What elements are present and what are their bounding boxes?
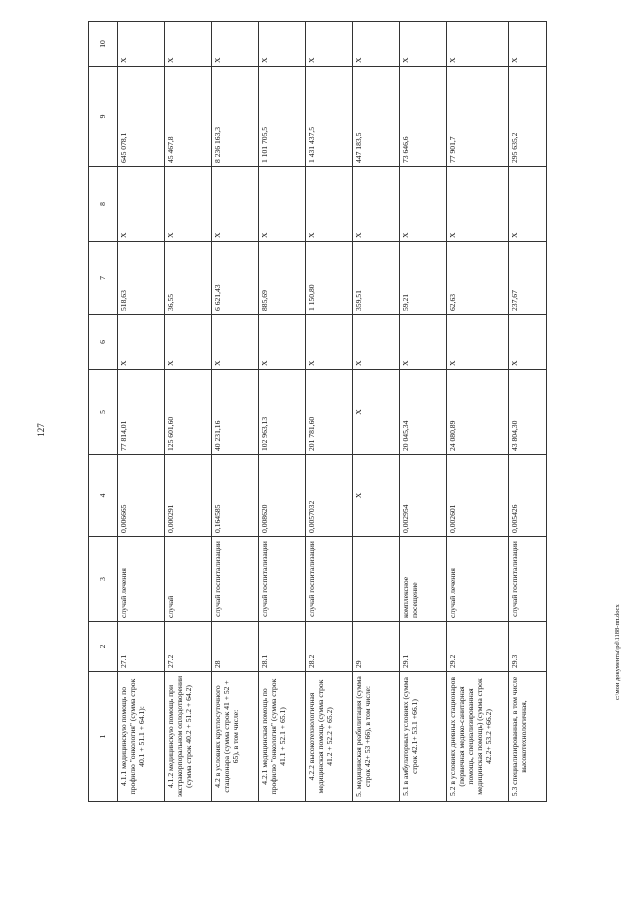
table-rotated-container [88,22,595,802]
row-value-cell: 0,005426 [509,455,547,537]
row-unit-cell: случай госпитализации [212,537,259,622]
column-header: 4 [89,455,118,537]
row-value-cell: 6 621,43 [212,242,259,315]
column-header: 7 [89,242,118,315]
table-row [118,22,165,802]
row-unit-cell: случай госпитализации [259,537,306,622]
row-value-cell: X [212,315,259,370]
footer-file-path: c:\мои документы\pd\1188-пп.docx [614,604,621,700]
row-value-cell: 0,008620 [259,455,306,537]
row-value-cell: 77 814,01 [118,370,165,455]
row-value-cell: X [259,315,306,370]
row-value-cell: X [353,455,400,537]
row-value-cell: 40 231,16 [212,370,259,455]
row-value-cell: X [447,167,509,242]
row-value-cell: 20 045,34 [400,370,447,455]
row-code-cell: 27.1 [118,622,165,672]
row-name-cell: 4.1.2 медицинскую помощь при экстракорпоральном оплодотворении (сумма строк 40.2 + 51.2 + 64.2) [165,672,212,802]
row-value-cell: 518,63 [118,242,165,315]
row-value-cell: 0,002601 [447,455,509,537]
table-row [509,22,547,802]
column-header: 3 [89,537,118,622]
row-value-cell: X [165,167,212,242]
row-value-cell: X [118,315,165,370]
table-row [212,22,259,802]
row-value-cell: 125 601,60 [165,370,212,455]
row-value-cell: 77 901,7 [447,67,509,167]
row-unit-cell: случай лечения [447,537,509,622]
row-value-cell: 73 646,6 [400,67,447,167]
row-unit-cell: случай госпитализации [509,537,547,622]
row-value-cell: X [353,167,400,242]
row-value-cell: 645 078,1 [118,67,165,167]
row-value-cell: X [509,22,547,67]
column-header: 1 [89,672,118,802]
column-header: 5 [89,370,118,455]
row-value-cell: 359,51 [353,242,400,315]
row-value-cell: 0,164585 [212,455,259,537]
row-value-cell: X [118,22,165,67]
row-value-cell: 0,0057032 [306,455,353,537]
row-unit-cell: комплексное посещение [400,537,447,622]
row-value-cell: 0,002954 [400,455,447,537]
table-row [447,22,509,802]
row-value-cell: X [509,167,547,242]
row-value-cell: 237,67 [509,242,547,315]
row-value-cell: X [118,167,165,242]
row-code-cell: 29.1 [400,622,447,672]
row-code-cell: 28 [212,622,259,672]
row-value-cell: 36,55 [165,242,212,315]
table-wrapper [88,22,595,802]
row-value-cell: 8 236 163,3 [212,67,259,167]
row-code-cell: 29.3 [509,622,547,672]
row-name-cell: 4.1.1 медицинскую помощь по профилю "онкология" (сумма строк 40.1 + 51.1 + 64.1): [118,672,165,802]
data-table [88,21,547,802]
row-value-cell: 885,69 [259,242,306,315]
row-name-cell: 5.2 в условиях дневных стационаров (первичная медико-санитарная помощь, специализированная медицинская помощь) (сумма строк 42.2+ 53.2 +66.2) [447,672,509,802]
table-row [259,22,306,802]
row-name-cell: 5.3 специализированная, в том числе высокотехнологичная, [509,672,547,802]
row-value-cell: X [447,22,509,67]
row-value-cell: 1 150,80 [306,242,353,315]
table-row [306,22,353,802]
row-value-cell: 45 467,8 [165,67,212,167]
row-value-cell: X [353,315,400,370]
row-value-cell: X [353,370,400,455]
row-code-cell: 28.1 [259,622,306,672]
row-name-cell: 4.2 в условиях круглосуточного стационара (сумма строк 41 + 52 + 65), в том числе: [212,672,259,802]
row-value-cell: X [165,315,212,370]
row-value-cell: 201 781,60 [306,370,353,455]
row-value-cell: X [306,315,353,370]
row-value-cell: X [212,167,259,242]
row-unit-cell: случай госпитализации [306,537,353,622]
row-value-cell: X [259,22,306,67]
row-value-cell: X [306,167,353,242]
table-row [353,22,400,802]
row-value-cell: 43 804,30 [509,370,547,455]
row-value-cell: 0,006665 [118,455,165,537]
row-value-cell: X [165,22,212,67]
column-header: 9 [89,67,118,167]
row-code-cell: 29.2 [447,622,509,672]
row-value-cell: X [259,167,306,242]
row-code-cell: 28.2 [306,622,353,672]
row-value-cell: 1 431 437,5 [306,67,353,167]
row-value-cell: 59,21 [400,242,447,315]
row-value-cell: X [447,315,509,370]
row-name-cell: 4.2.2 высокотехнологичная медицинская помощь (сумма строк 41.2 + 52.2 + 65.2) [306,672,353,802]
row-code-cell: 29 [353,622,400,672]
header-row [89,22,118,802]
column-header: 10 [89,22,118,67]
row-unit-cell: случай лечения [118,537,165,622]
row-value-cell: X [509,315,547,370]
row-name-cell: 4.2.1 медицинская помощь по профилю "онкология" (сумма строк 41.1 + 52.1 + 65.1) [259,672,306,802]
table-row [400,22,447,802]
page-number: 127 [36,423,46,437]
row-value-cell: X [353,22,400,67]
row-name-cell: 5.1 в амбулаторных условиях (сумма строк 42.1+ 53.1 +66.1) [400,672,447,802]
row-value-cell: 0,000291 [165,455,212,537]
table-row [165,22,212,802]
column-header: 6 [89,315,118,370]
column-header: 8 [89,167,118,242]
row-value-cell: X [400,22,447,67]
row-code-cell: 27.2 [165,622,212,672]
column-header: 2 [89,622,118,672]
row-value-cell: 102 963,13 [259,370,306,455]
row-name-cell: 5. медицинская реабилитация (сумма строк 42+ 53 +66), в том числе: [353,672,400,802]
row-value-cell: 295 635,2 [509,67,547,167]
row-value-cell: 62,63 [447,242,509,315]
row-value-cell: 447 183,5 [353,67,400,167]
row-value-cell: X [400,167,447,242]
row-value-cell: X [400,315,447,370]
row-value-cell: 1 101 705,5 [259,67,306,167]
row-value-cell: X [306,22,353,67]
row-value-cell: 24 080,89 [447,370,509,455]
row-unit-cell: случай [165,537,212,622]
row-unit-cell [353,537,400,622]
row-value-cell: X [212,22,259,67]
